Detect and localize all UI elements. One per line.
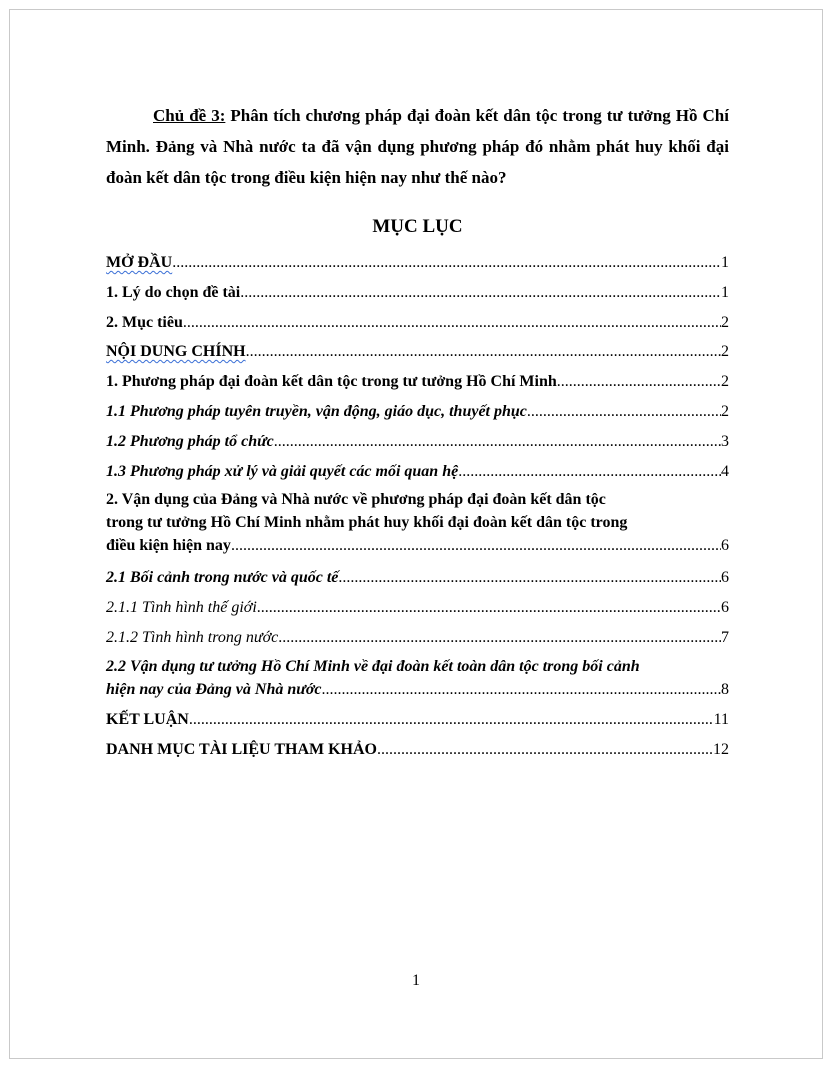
toc-entry-text: 1. Lý do chọn đề tài bbox=[106, 284, 241, 301]
toc-entry-text: NỘI DUNG CHÍNH bbox=[106, 343, 246, 360]
dot-leader bbox=[278, 626, 721, 649]
toc-page-number: 12 bbox=[713, 741, 729, 758]
dot-leader bbox=[458, 460, 721, 483]
dot-leader bbox=[274, 430, 721, 453]
dot-leader bbox=[183, 311, 721, 334]
dot-leader bbox=[338, 566, 721, 589]
toc-entry-text: 2.1.2 Tình hình trong nước bbox=[106, 629, 279, 646]
toc-page-number: 6 bbox=[721, 599, 729, 616]
toc-entry-text: 1. Phương pháp đại đoàn kết dân tộc trong tư tưởng Hồ Chí Minh bbox=[106, 373, 557, 390]
toc-entry-muc-tieu[interactable] bbox=[106, 311, 729, 334]
toc-page-number: 2 bbox=[721, 403, 729, 420]
toc-entry-text: điều kiện hiện nay bbox=[106, 537, 231, 554]
toc-entry-text-line: 2. Vận dụng của Đảng và Nhà nước về phương pháp đại đoàn kết dân tộc bbox=[106, 491, 606, 508]
toc-entry-text: hiện nay của Đảng và Nhà nước bbox=[106, 681, 322, 698]
toc-entry-text: KẾT LUẬN bbox=[106, 711, 189, 728]
toc-entry-tai-lieu[interactable] bbox=[106, 738, 729, 761]
toc-page-number: 6 bbox=[721, 537, 729, 554]
toc-entry-text: 1.1 Phương pháp tuyên truyền, vận động, giáo dục, thuyết phục bbox=[106, 403, 527, 420]
toc-page-number: 3 bbox=[721, 433, 729, 450]
toc-entry-text-line: trong tư tưởng Hồ Chí Minh nhằm phát huy khối đại đoàn kết dân tộc trong bbox=[106, 514, 628, 531]
toc-entry-text: MỞ ĐẦU bbox=[106, 254, 173, 271]
toc-entry-section-2-1[interactable] bbox=[106, 566, 729, 589]
toc-page-number: 2 bbox=[721, 343, 729, 360]
toc-entry-section-2-2[interactable] bbox=[106, 655, 729, 701]
toc-page-number: 7 bbox=[721, 629, 729, 646]
topic-statement bbox=[106, 100, 729, 193]
dot-leader bbox=[189, 708, 714, 731]
dot-leader bbox=[246, 340, 721, 363]
dot-leader bbox=[231, 534, 721, 557]
toc-title: MỤC LỤC bbox=[372, 216, 463, 237]
toc-entry-section-2[interactable] bbox=[106, 488, 729, 557]
dot-leader bbox=[527, 400, 721, 423]
toc-entry-text: 1.3 Phương pháp xử lý và giải quyết các mối quan hệ bbox=[106, 463, 459, 480]
dot-leader bbox=[257, 596, 721, 619]
toc-page-number: 2 bbox=[721, 373, 729, 390]
toc-entry-noi-dung-chinh[interactable] bbox=[106, 340, 729, 363]
toc-entry-text: 2.1 Bối cảnh trong nước và quốc tế bbox=[106, 569, 339, 586]
dot-leader bbox=[240, 281, 721, 304]
toc-entry-text: 1.2 Phương pháp tổ chức bbox=[106, 433, 274, 450]
toc-entry-section-1[interactable] bbox=[106, 370, 729, 393]
toc-entry-text: 2. Mục tiêu bbox=[106, 314, 183, 331]
topic-prefix: Chủ đề 3: bbox=[153, 106, 226, 125]
toc-entry-mo-dau[interactable] bbox=[106, 251, 729, 274]
toc-page-number: 2 bbox=[721, 314, 729, 331]
dot-leader bbox=[377, 738, 713, 761]
toc-page-number: 1 bbox=[721, 284, 729, 301]
toc-entry-text: DANH MỤC TÀI LIỆU THAM KHẢO bbox=[106, 741, 377, 758]
toc-page-number: 8 bbox=[721, 681, 729, 698]
dot-leader bbox=[172, 251, 721, 274]
toc-page-number: 6 bbox=[721, 569, 729, 586]
toc-entry-ly-do[interactable] bbox=[106, 281, 729, 304]
document-page bbox=[9, 9, 823, 1059]
toc-entry-section-1-1[interactable] bbox=[106, 400, 729, 423]
dot-leader bbox=[322, 678, 721, 701]
toc-entry-section-1-3[interactable] bbox=[106, 460, 729, 483]
topic-text: Phân tích chương pháp đại đoàn kết dân tộc trong tư tưởng Hồ Chí Minh. Đảng và Nhà nước ta đã vận dụng phương pháp đó nhằm phát huy khối đại đoàn kết dân tộc trong điều kiện hiện nay như thế nào? bbox=[106, 106, 729, 187]
toc-entry-section-1-2[interactable] bbox=[106, 430, 729, 453]
toc-entry-text-line: 2.2 Vận dụng tư tưởng Hồ Chí Minh về đại đoàn kết toàn dân tộc trong bối cảnh bbox=[106, 658, 640, 675]
dot-leader bbox=[557, 370, 721, 393]
toc-entry-ket-luan[interactable] bbox=[106, 708, 729, 731]
toc-page-number: 4 bbox=[721, 463, 729, 480]
toc-page-number: 11 bbox=[713, 711, 729, 728]
toc-entry-section-2-1-1[interactable] bbox=[106, 596, 729, 619]
toc-entry-text: 2.1.1 Tình hình thế giới bbox=[106, 599, 257, 616]
toc-page-number: 1 bbox=[721, 254, 729, 271]
toc-entry-section-2-1-2[interactable] bbox=[106, 626, 729, 649]
page-number: 1 bbox=[412, 972, 420, 989]
